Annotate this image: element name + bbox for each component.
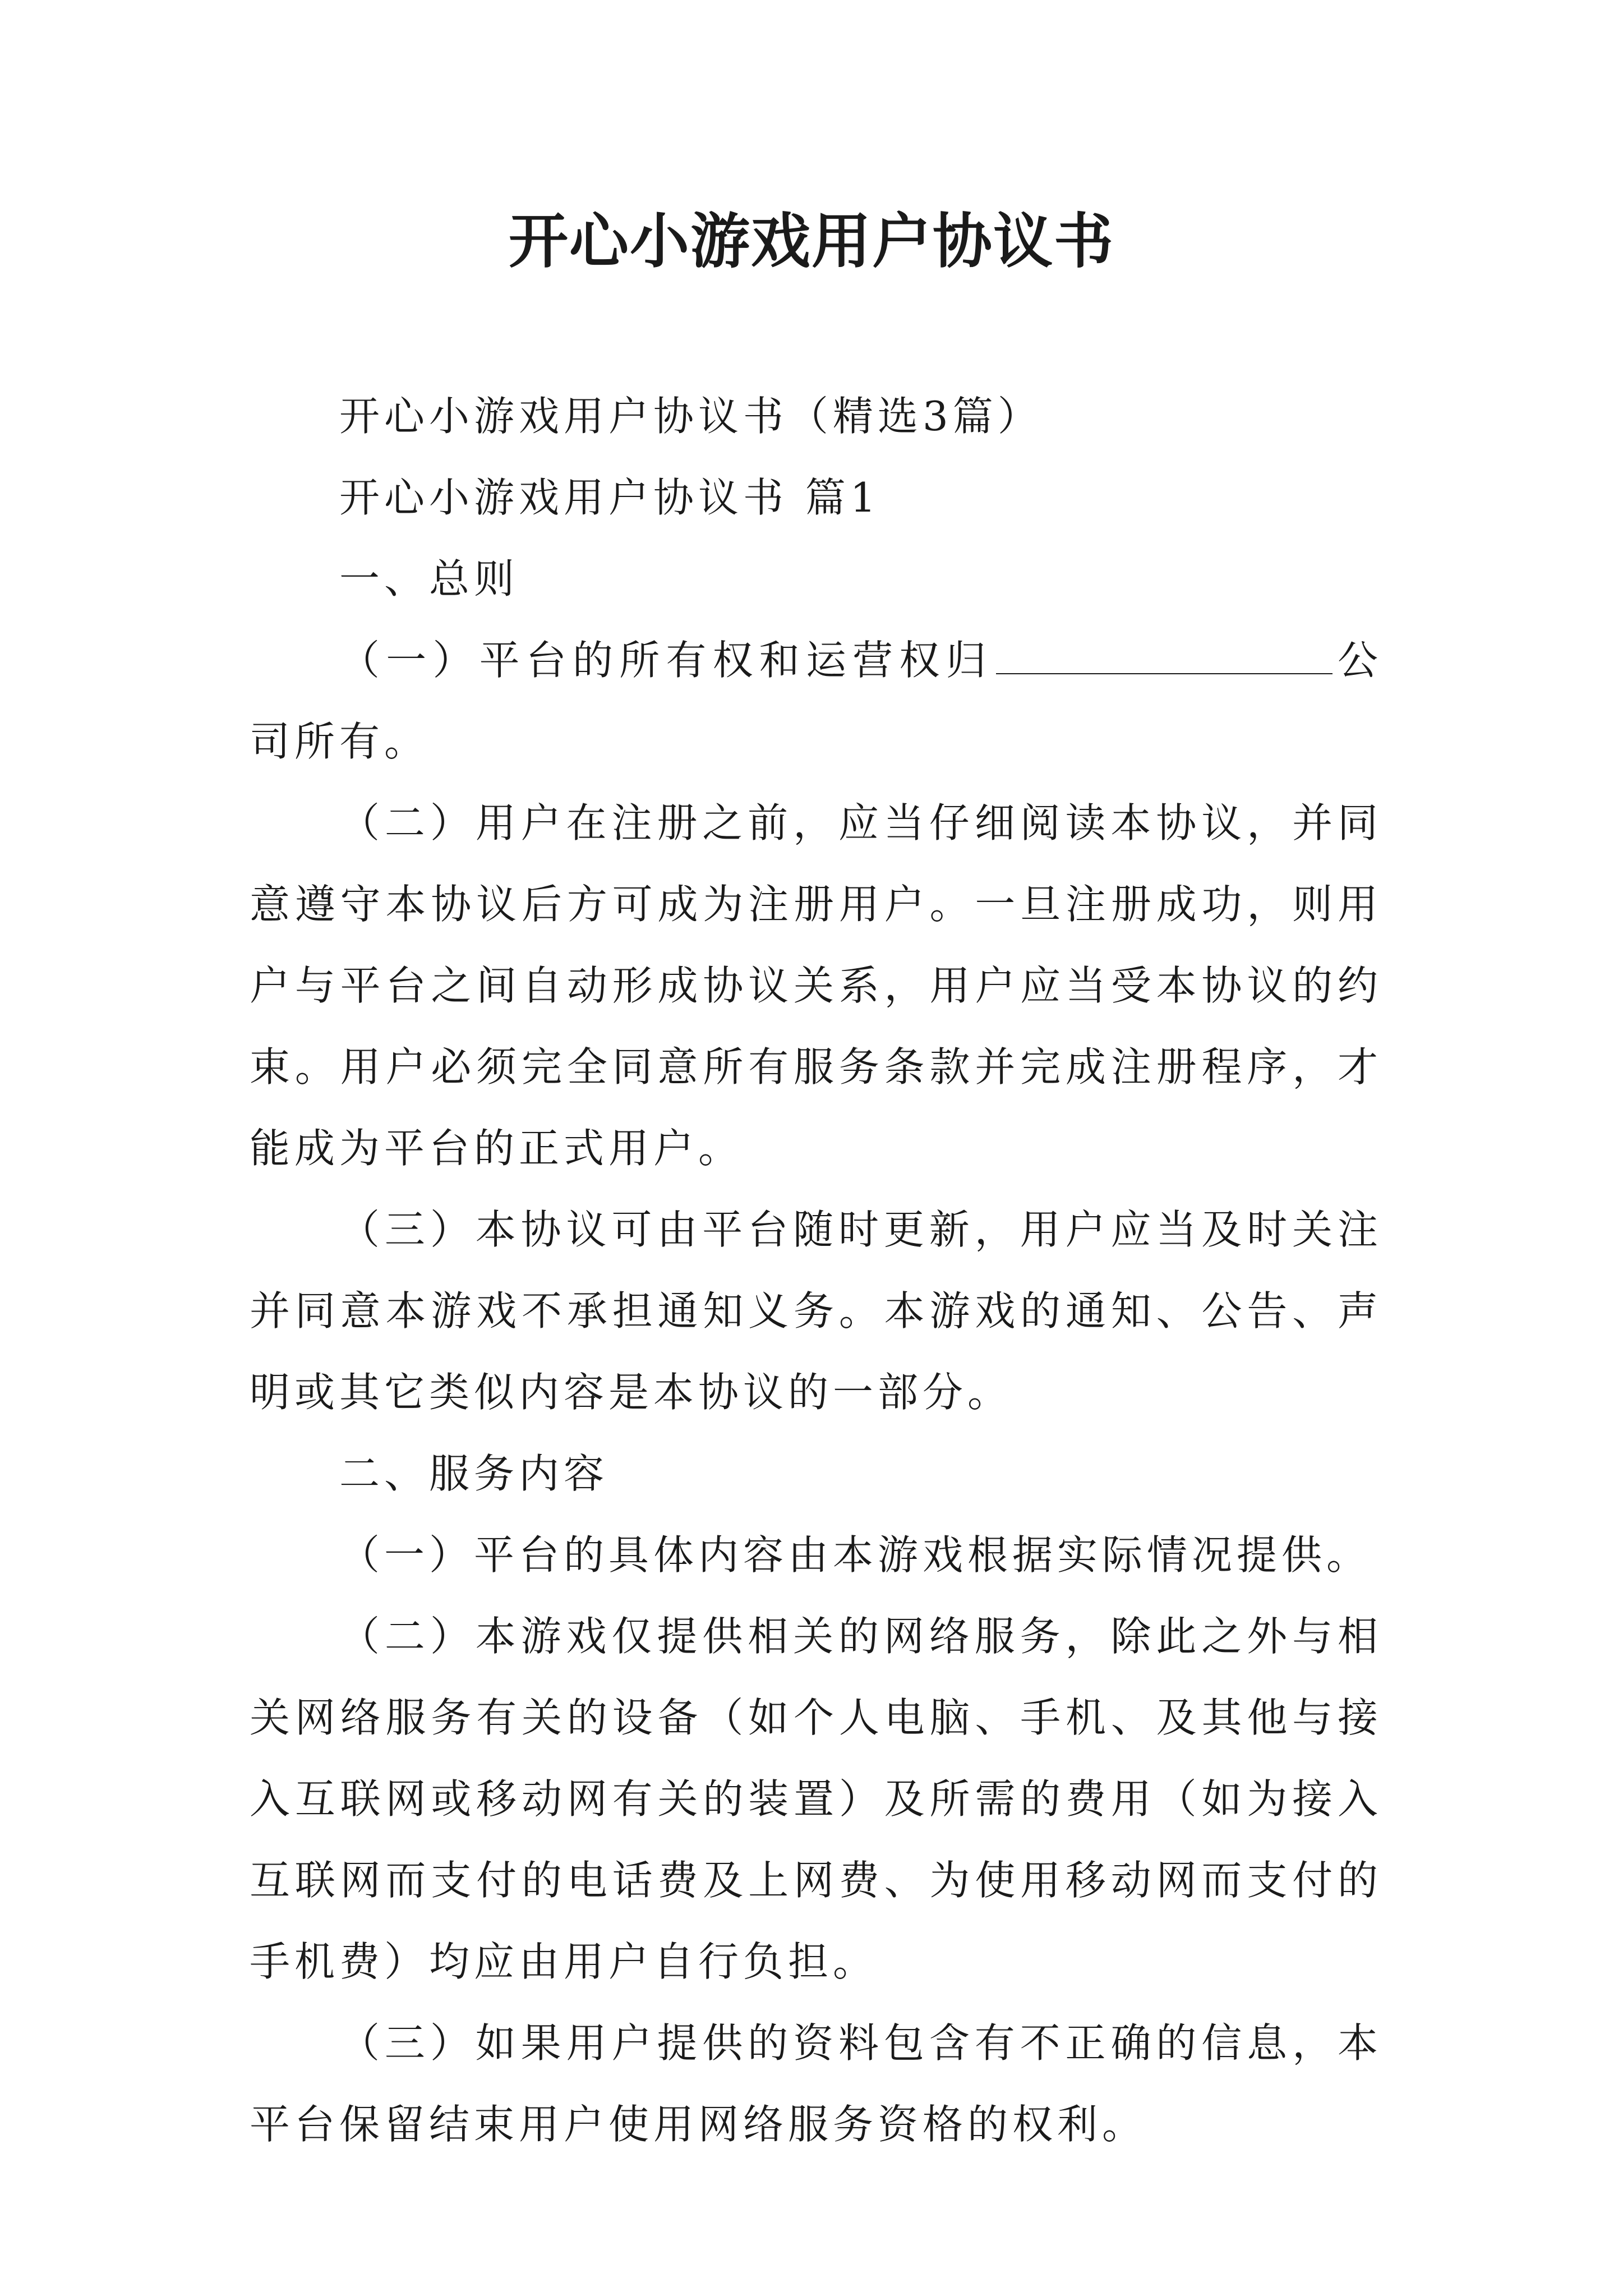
company-name-blank: [996, 639, 1332, 674]
paragraph-part-heading: 开心小游戏用户协议书 篇1: [339, 474, 880, 521]
ownership-text-after: 公司所有。: [250, 637, 1382, 765]
paragraph-updates: （三）本协议可由平台随时更新，用户应当及时关注并同意本游戏不承担通知义务。本游戏的通知、公告、声明或其它类似内容是本协议的一部分。: [250, 1206, 1382, 1416]
paragraph-registration: （二）用户在注册之前，应当仔细阅读本协议，并同意遵守本协议后方可成为注册用户。一旦注册成功，则用户与平台之间自动形成协议关系，用户应当受本协议的约束。用户必须完全同意所有服务条款并完成注册程序，才能成为平台的正式用户。: [250, 799, 1382, 1172]
paragraph-ownership: [250, 620, 1382, 783]
paragraph-incorrect-info: （三）如果用户提供的资料包含有不正确的信息，本平台保留结束用户使用网络服务资格的权利。: [250, 2019, 1382, 2148]
ownership-text-before: （一）平台的所有权和运营权归: [339, 637, 993, 684]
paragraph-service-content: （一）平台的具体内容由本游戏根据实际情况提供。: [339, 1531, 1372, 1579]
paragraph-network-service: （二）本游戏仅提供相关的网络服务，除此之外与相关网络服务有关的设备（如个人电脑、手机、及其他与接入互联网或移动网有关的装置）及所需的费用（如为接入互联网而支付的电话费及上网费、为使用移动网而支付的手机费）均应由用户自行负担。: [250, 1613, 1382, 1985]
document-body: [250, 376, 1382, 2165]
paragraph-subtitle: 开心小游戏用户协议书（精选3篇）: [339, 393, 1043, 440]
section-heading-general: 一、总则: [339, 555, 519, 602]
document-title: 开心小游戏用户协议书: [509, 206, 1114, 276]
section-heading-service: 二、服务内容: [339, 1450, 609, 1497]
